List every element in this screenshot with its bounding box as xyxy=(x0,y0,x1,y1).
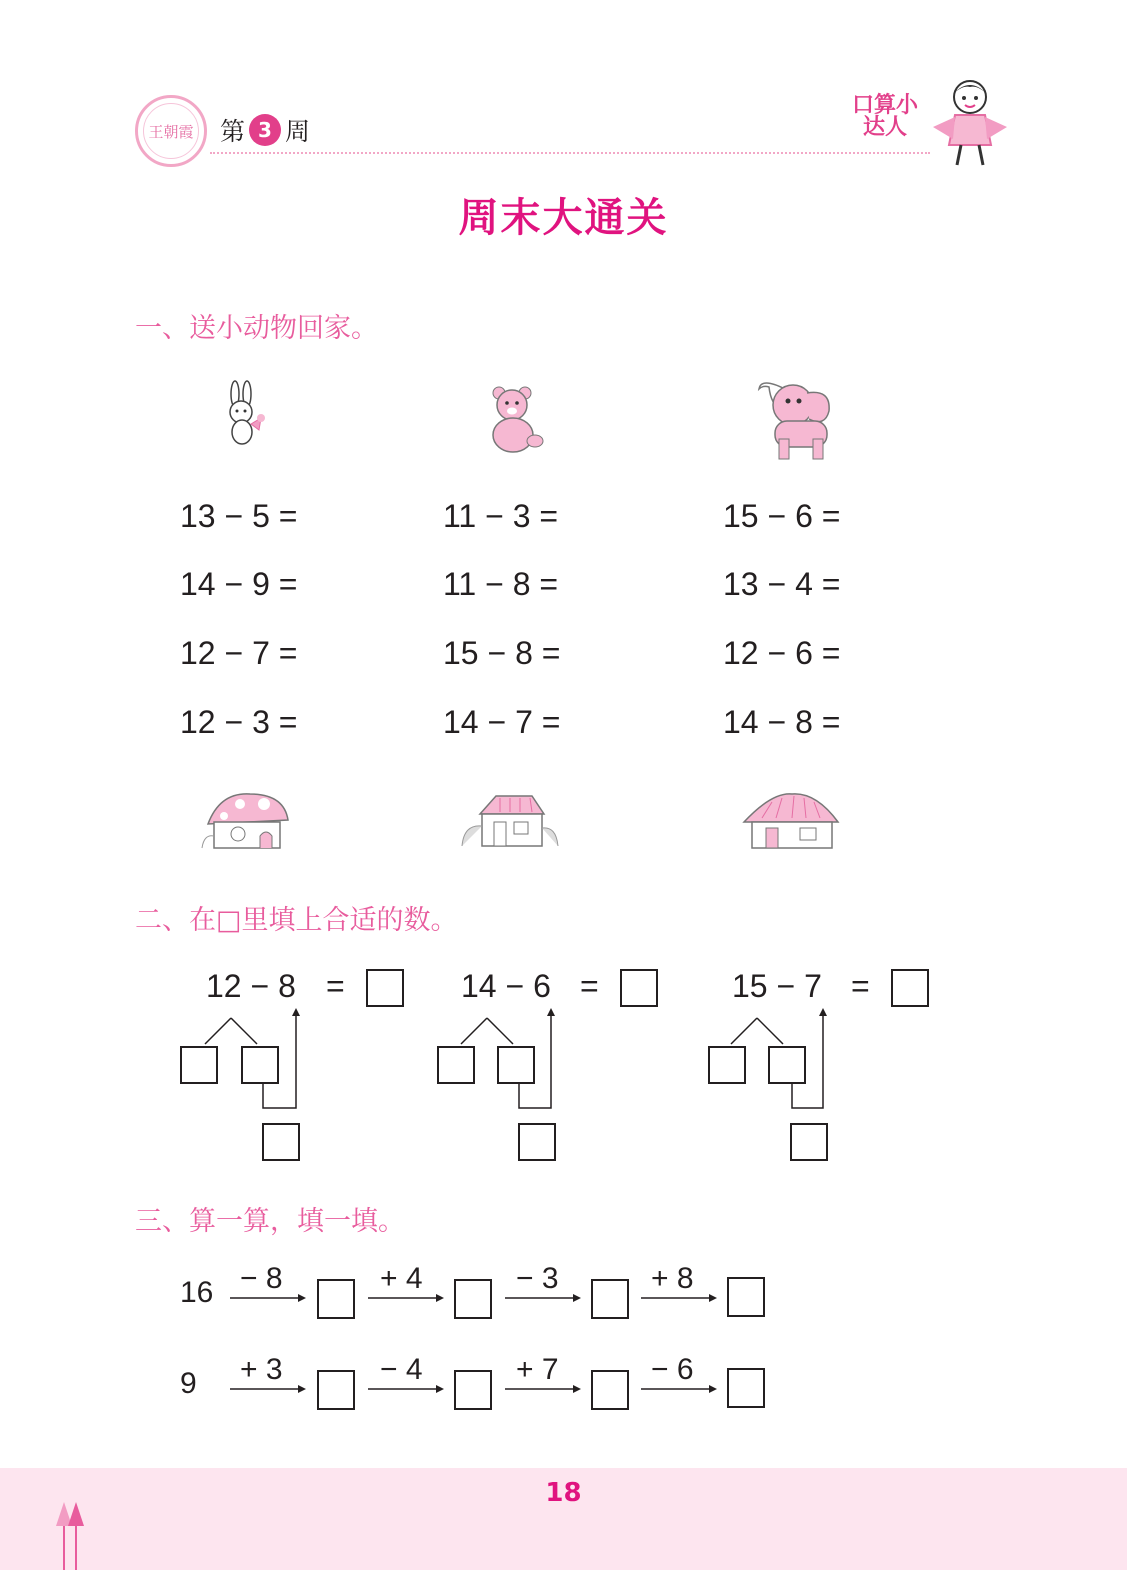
s2-result-box-2[interactable] xyxy=(518,1123,556,1161)
s2-answer-box-1[interactable] xyxy=(366,969,404,1007)
chain2-op-4: − 6 xyxy=(651,1353,694,1386)
chain2-op-3: + 7 xyxy=(516,1353,559,1386)
s1-eq-3-4: 14 − 8 = xyxy=(723,704,841,740)
week-prefix: 第 xyxy=(220,117,246,146)
chain1-op-3: − 3 xyxy=(516,1262,559,1295)
s2-split-box-1a[interactable] xyxy=(180,1046,218,1084)
section2-heading: 二、在□里填上合适的数。 xyxy=(135,905,458,936)
s2-split-box-1b[interactable] xyxy=(241,1046,279,1084)
section3-heading: 三、算一算，填一填。 xyxy=(135,1206,405,1237)
s2-split-box-3b[interactable] xyxy=(768,1046,806,1084)
brick-house-icon xyxy=(460,792,560,852)
logo-text: 王朝霞 xyxy=(148,122,194,141)
s2-problem-1-equals: = xyxy=(326,968,345,1004)
week-label xyxy=(220,112,310,148)
chain1-box-2[interactable] xyxy=(454,1279,492,1319)
s2-split-box-3a[interactable] xyxy=(708,1046,746,1084)
s2-problem-2-expr: 14 − 6 xyxy=(461,968,551,1004)
thatched-house-icon xyxy=(742,792,840,852)
chain1-box-3[interactable] xyxy=(591,1279,629,1319)
chain1-box-4[interactable] xyxy=(727,1277,765,1317)
s2-result-box-1[interactable] xyxy=(262,1123,300,1161)
header-divider xyxy=(210,152,930,154)
week-number-badge: 3 xyxy=(249,114,281,146)
s2-result-box-3[interactable] xyxy=(790,1123,828,1161)
s2-problem-2-equals: = xyxy=(580,968,599,1004)
s2-problem-3-expr: 15 − 7 xyxy=(732,968,822,1004)
chain2-box-4[interactable] xyxy=(727,1368,765,1408)
s1-eq-1-4: 12 − 3 = xyxy=(180,704,298,740)
page-number: 18 xyxy=(545,1478,582,1508)
chain1-box-1[interactable] xyxy=(317,1279,355,1319)
page-title: 周末大通关 xyxy=(458,195,669,241)
s2-answer-box-3[interactable] xyxy=(891,969,929,1007)
s1-eq-3-1: 15 − 6 = xyxy=(723,498,841,534)
s2-answer-box-2[interactable] xyxy=(620,969,658,1007)
chain2-box-1[interactable] xyxy=(317,1370,355,1410)
s1-eq-2-3: 15 − 8 = xyxy=(443,635,561,671)
chain1-start: 16 xyxy=(180,1276,214,1309)
publisher-logo-seal xyxy=(135,95,207,167)
bear-icon xyxy=(485,383,550,455)
s1-eq-2-4: 14 − 7 = xyxy=(443,704,561,740)
s1-eq-2-2: 11 − 8 = xyxy=(443,566,559,602)
chain2-op-2: − 4 xyxy=(380,1353,423,1386)
s1-eq-1-1: 13 − 5 = xyxy=(180,498,298,534)
pencil-decoration-icon xyxy=(52,1500,92,1570)
s1-eq-1-3: 12 − 7 = xyxy=(180,635,298,671)
elephant-icon xyxy=(755,375,835,465)
s2-problem-1-expr: 12 − 8 xyxy=(206,968,296,1004)
kousuan-badge: 口算小达人 xyxy=(851,93,918,140)
chain2-box-2[interactable] xyxy=(454,1370,492,1410)
s2-split-box-2b[interactable] xyxy=(497,1046,535,1084)
week-suffix: 周 xyxy=(285,117,311,146)
s2-split-box-2a[interactable] xyxy=(437,1046,475,1084)
s1-eq-3-3: 12 − 6 = xyxy=(723,635,841,671)
chain2-box-3[interactable] xyxy=(591,1370,629,1410)
section1-heading: 一、送小动物回家。 xyxy=(135,313,378,344)
s2-problem-3-equals: = xyxy=(851,968,870,1004)
chain1-op-2: + 4 xyxy=(380,1262,423,1295)
chain2-op-1: + 3 xyxy=(240,1353,283,1386)
s1-eq-1-2: 14 − 9 = xyxy=(180,566,298,602)
mascot-kid-icon xyxy=(925,75,1015,170)
s1-eq-2-1: 11 − 3 = xyxy=(443,498,559,534)
chain1-op-4: + 8 xyxy=(651,1262,694,1295)
mushroom-house-icon xyxy=(200,790,292,852)
chain1-arrows xyxy=(228,1290,768,1304)
chain2-start: 9 xyxy=(180,1367,197,1400)
rabbit-icon xyxy=(215,380,275,448)
s1-eq-3-2: 13 − 4 = xyxy=(723,566,841,602)
chain1-op-1: − 8 xyxy=(240,1262,283,1295)
chain2-arrows xyxy=(228,1381,768,1395)
